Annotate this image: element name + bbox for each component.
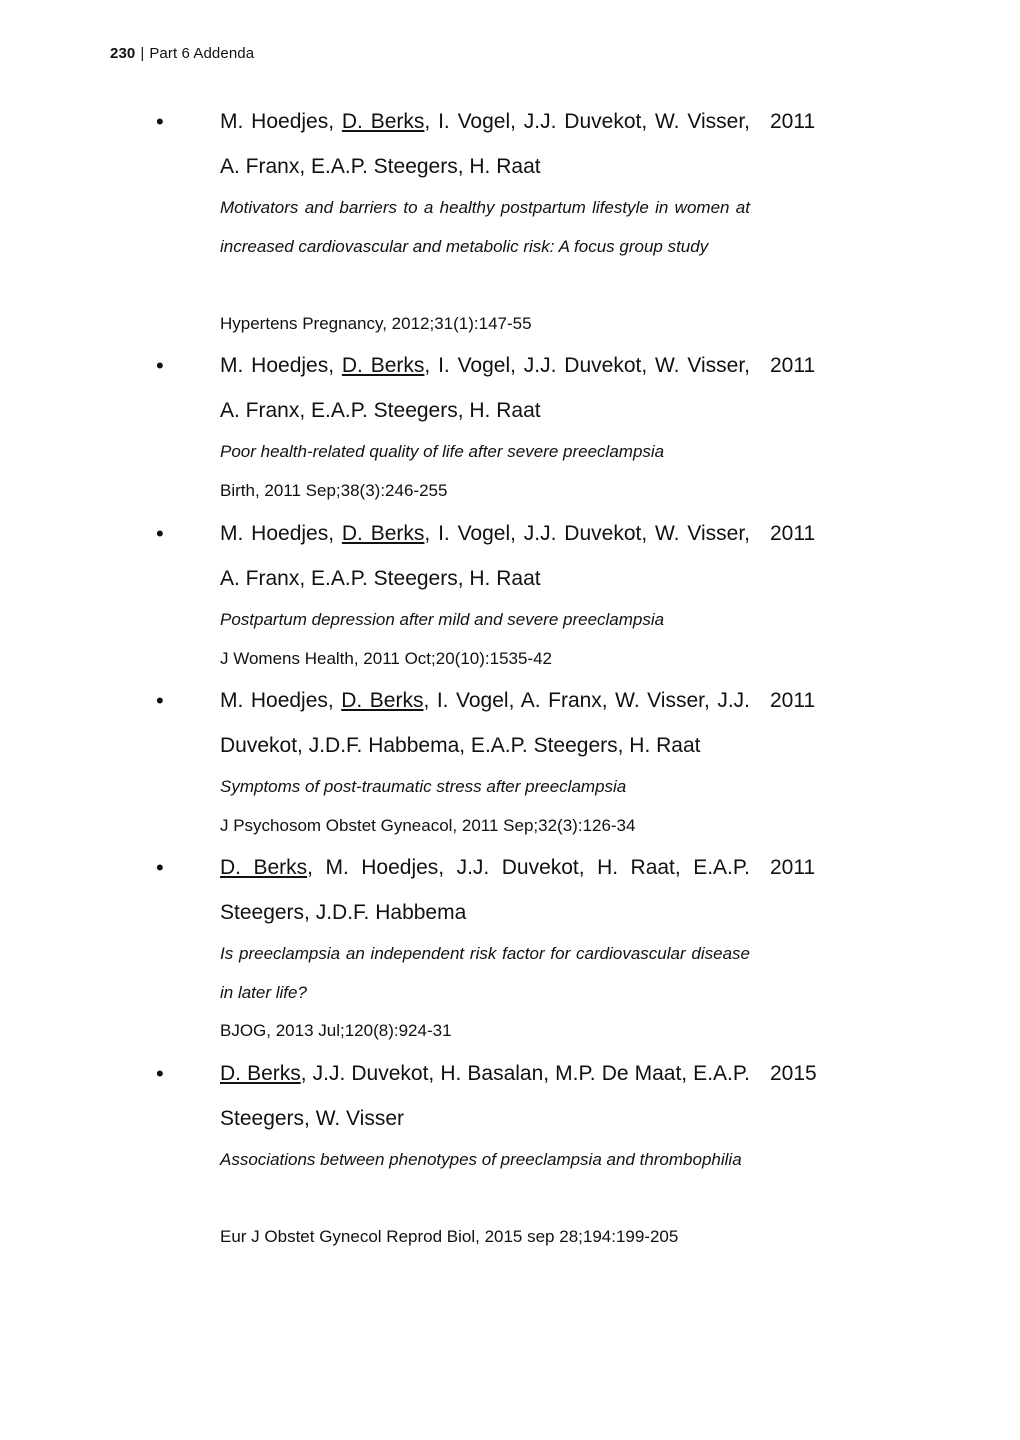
publication-journal: J Psychosom Obstet Gyneacol, 2011 Sep;32(3):126-34 (220, 816, 636, 835)
bullet: • (156, 855, 164, 880)
highlighted-author: D. Berks (220, 1062, 301, 1085)
publication-authors: M. Hoedjes, D. Berks, I. Vogel, J.J. Duvekot, W. Visser, A. Franx, E.A.P. Steegers, H. Raat (220, 354, 750, 422)
bullet: • (156, 109, 164, 134)
section-title: Part 6 Addenda (149, 45, 255, 62)
publication-journal: J Womens Health, 2011 Oct;20(10):1535-42 (220, 649, 552, 668)
publication-year: 2015 (770, 1062, 817, 1085)
header-separator: | (140, 45, 145, 62)
publication-title: Associations between phenotypes of preeclampsia and thrombophilia (220, 1150, 742, 1169)
publication-journal: BJOG, 2013 Jul;120(8):924-31 (220, 1021, 452, 1040)
publication-title: Is preeclampsia an independent risk factor for cardiovascular disease in later life? (220, 944, 750, 1002)
highlighted-author: D. Berks (341, 689, 424, 712)
highlighted-author: D. Berks (341, 110, 425, 133)
publication-title: Motivators and barriers to a healthy postpartum lifestyle in women at increased cardiovascular and metabolic risk: A focus group study (220, 198, 750, 256)
publication-authors: M. Hoedjes, D. Berks, I. Vogel, J.J. Duvekot, W. Visser, A. Franx, E.A.P. Steegers, H. Raat (220, 110, 750, 178)
highlighted-author: D. Berks (341, 522, 425, 545)
publication-year: 2011 (770, 354, 816, 377)
bullet: • (156, 353, 164, 378)
bullet: • (156, 688, 164, 713)
bullet: • (156, 521, 164, 546)
page-number: 230 (110, 45, 136, 62)
publication-journal: Hypertens Pregnancy, 2012;31(1):147-55 (220, 314, 532, 333)
publication-year: 2011 (770, 110, 816, 133)
highlighted-author: D. Berks (341, 354, 425, 377)
publication-authors: D. Berks, J.J. Duvekot, H. Basalan, M.P. De Maat, E.A.P. Steegers, W. Visser (220, 1062, 751, 1130)
publication-authors: D. Berks, M. Hoedjes, J.J. Duvekot, H. Raat, E.A.P. Steegers, J.D.F. Habbema (220, 856, 751, 924)
publication-journal: Birth, 2011 Sep;38(3):246-255 (220, 481, 448, 500)
publication-year: 2011 (770, 689, 816, 712)
publication-authors: M. Hoedjes, D. Berks, I. Vogel, A. Franx, W. Visser, J.J. Duvekot, J.D.F. Habbema, E.A.P. Steegers, H. Raat (220, 689, 751, 757)
publication-title: Poor health-related quality of life after severe preeclampsia (220, 442, 665, 461)
publication-title: Postpartum depression after mild and severe preeclampsia (220, 610, 665, 629)
publication-year: 2011 (770, 522, 816, 545)
highlighted-author: D. Berks (220, 856, 308, 879)
publication-journal: Eur J Obstet Gynecol Reprod Biol, 2015 sep 28;194:199-205 (220, 1227, 679, 1246)
page-header (110, 44, 254, 64)
publication-year: 2011 (770, 856, 816, 879)
publication-title: Symptoms of post-traumatic stress after preeclampsia (220, 777, 627, 796)
publication-authors: M. Hoedjes, D. Berks, I. Vogel, J.J. Duvekot, W. Visser, A. Franx, E.A.P. Steegers, H. Raat (220, 522, 750, 590)
bullet: • (156, 1061, 164, 1086)
